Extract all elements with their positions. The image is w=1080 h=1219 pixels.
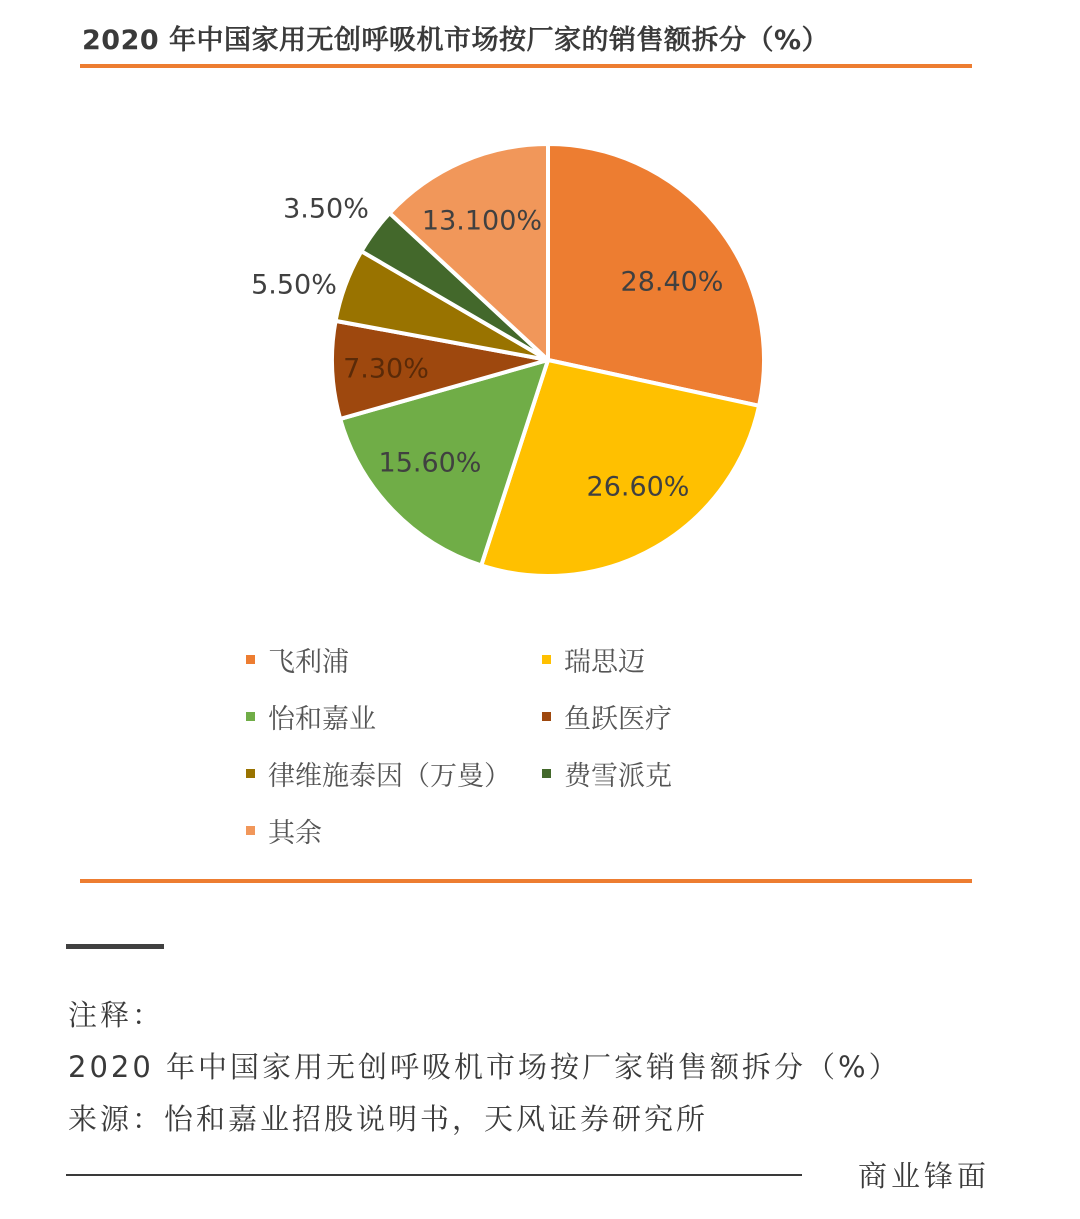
legend-item xyxy=(246,811,322,850)
legend-item xyxy=(246,697,376,736)
legend-swatch xyxy=(246,655,255,664)
notes-accent-bar xyxy=(66,944,164,949)
data-label: 5.50% xyxy=(251,269,337,301)
legend-label: 费雪派克 xyxy=(564,761,672,792)
brand-label: 商业锋面 xyxy=(858,1159,991,1193)
data-label: 13.100% xyxy=(421,205,543,237)
legend-label: 鱼跃医疗 xyxy=(564,704,672,735)
data-label: 28.40% xyxy=(620,266,724,298)
legend-swatch xyxy=(542,769,551,778)
legend-item xyxy=(246,754,511,793)
notes-source: 来源：怡和嘉业招股说明书，天风证券研究所 xyxy=(68,1102,709,1136)
legend-swatch xyxy=(246,712,255,721)
chart-bottom-divider xyxy=(80,879,972,883)
legend-item xyxy=(246,640,349,679)
footer-rule xyxy=(66,1174,802,1176)
legend-swatch xyxy=(246,769,255,778)
legend-item xyxy=(542,697,672,736)
chart-title: 2020 年中国家用无创呼吸机市场按厂家的销售额拆分（%） xyxy=(82,25,830,56)
notes-heading: 注释： xyxy=(68,998,165,1032)
legend-swatch xyxy=(542,655,551,664)
legend-item xyxy=(542,754,672,793)
legend-swatch xyxy=(246,826,255,835)
legend-label: 飞利浦 xyxy=(268,647,349,678)
data-label: 26.60% xyxy=(586,471,690,503)
data-label: 3.50% xyxy=(283,193,369,225)
legend-label: 其余 xyxy=(268,818,322,849)
legend-label: 怡和嘉业 xyxy=(268,704,376,735)
data-label: 15.60% xyxy=(378,447,482,479)
legend-label: 瑞思迈 xyxy=(564,647,645,678)
legend-label: 律维施泰因（万曼） xyxy=(268,761,511,792)
legend-item xyxy=(542,640,645,679)
legend-swatch xyxy=(542,712,551,721)
notes-caption: 2020 年中国家用无创呼吸机市场按厂家销售额拆分（%） xyxy=(68,1050,901,1084)
data-label: 7.30% xyxy=(343,353,429,385)
